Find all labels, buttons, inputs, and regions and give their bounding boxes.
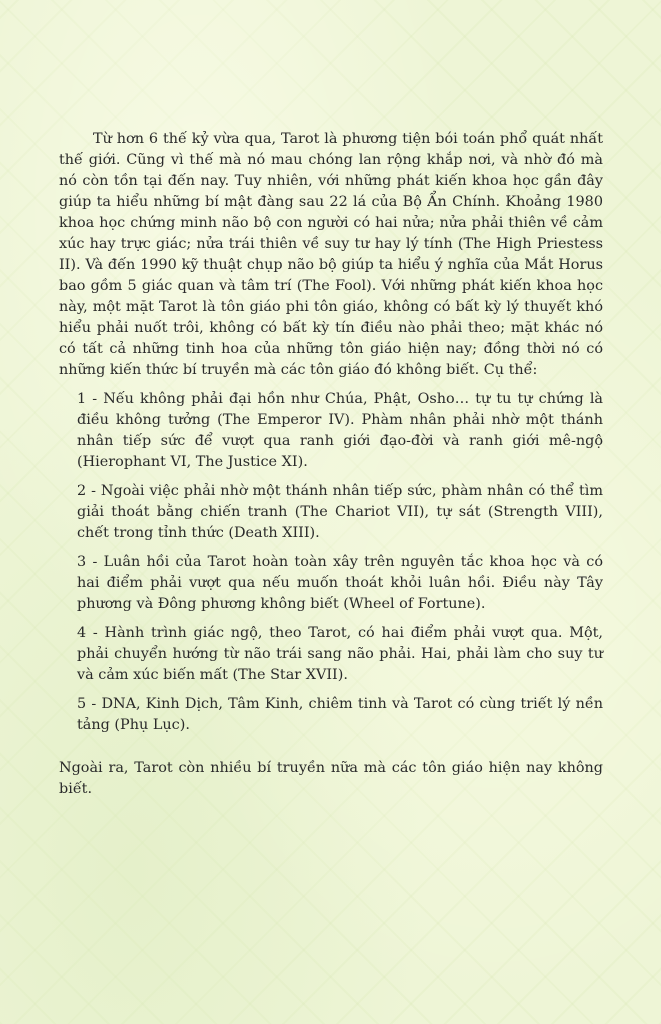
list-item-1: 1 - Nếu không phải đại hồn như Chúa, Phật, Osho… tự tu tự chứng là điều không tưởng (The Emperor IV). Phàm nhân phải nhờ một thánh nhân tiếp sức để vượt qua ranh giới đạo-đời và ranh giới mê-ngộ (Hierophant VI, The Justice XI).: [77, 391, 603, 470]
page-content: [59, 129, 603, 800]
closing-paragraph: Ngoài ra, Tarot còn nhiều bí truyền nữa mà các tôn giáo hiện nay không biết.: [59, 760, 603, 797]
list-item-5: 5 - DNA, Kinh Dịch, Tâm Kinh, chiêm tinh và Tarot có cùng triết lý nền tảng (Phụ Lục).: [77, 696, 603, 733]
list-item-2: 2 - Ngoài việc phải nhờ một thánh nhân tiếp sức, phàm nhân có thể tìm giải thoát bằng chiến tranh (The Chariot VII), tự sát (Strength VIII), chết trong tỉnh thức (Death XIII).: [77, 483, 603, 541]
intro-paragraph: Từ hơn 6 thế kỷ vừa qua, Tarot là phương tiện bói toán phổ quát nhất thế giới. Cũng vì thế mà nó mau chóng lan rộng khắp nơi, và nhờ đó mà nó còn tồn tại đến nay. Tuy nhiên, với những phát kiến khoa học gần đây giúp ta hiểu những bí mật đàng sau 22 lá của Bộ Ẩn Chính. Khoảng 1980 khoa học chứng minh não bộ con người có hai nửa; nửa phải thiên về cảm xúc hay trực giác; nửa trái thiên về suy tư hay lý tính (The High Priestess II). Và đến 1990 kỹ thuật chụp não bộ giúp ta hiểu ý nghĩa của Mắt Horus bao gồm 5 giác quan và tâm trí (The Fool). Với những phát kiến khoa học này, một mặt Tarot là tôn giáo phi tôn giáo, không có bất kỳ lý thuyết khó hiểu phải nuốt trôi, không có bất kỳ tín điều nào phải theo; mặt khác nó có tất cả những tinh hoa của những tôn giáo hiện nay; đồng thời nó có những kiến thức bí truyền mà các tôn giáo đó không biết. Cụ thể:: [59, 131, 603, 378]
list-item-3: 3 - Luân hồi của Tarot hoàn toàn xây trên nguyên tắc khoa học và có hai điểm phải vượt qua nếu muốn thoát khỏi luân hồi. Điều này Tây phương và Đông phương không biết (Wheel of Fortune).: [77, 554, 603, 612]
list-item-4: 4 - Hành trình giác ngộ, theo Tarot, có hai điểm phải vượt qua. Một, phải chuyển hướng từ não trái sang não phải. Hai, phải làm cho suy tư và cảm xúc biến mất (The Star XVII).: [77, 625, 603, 683]
